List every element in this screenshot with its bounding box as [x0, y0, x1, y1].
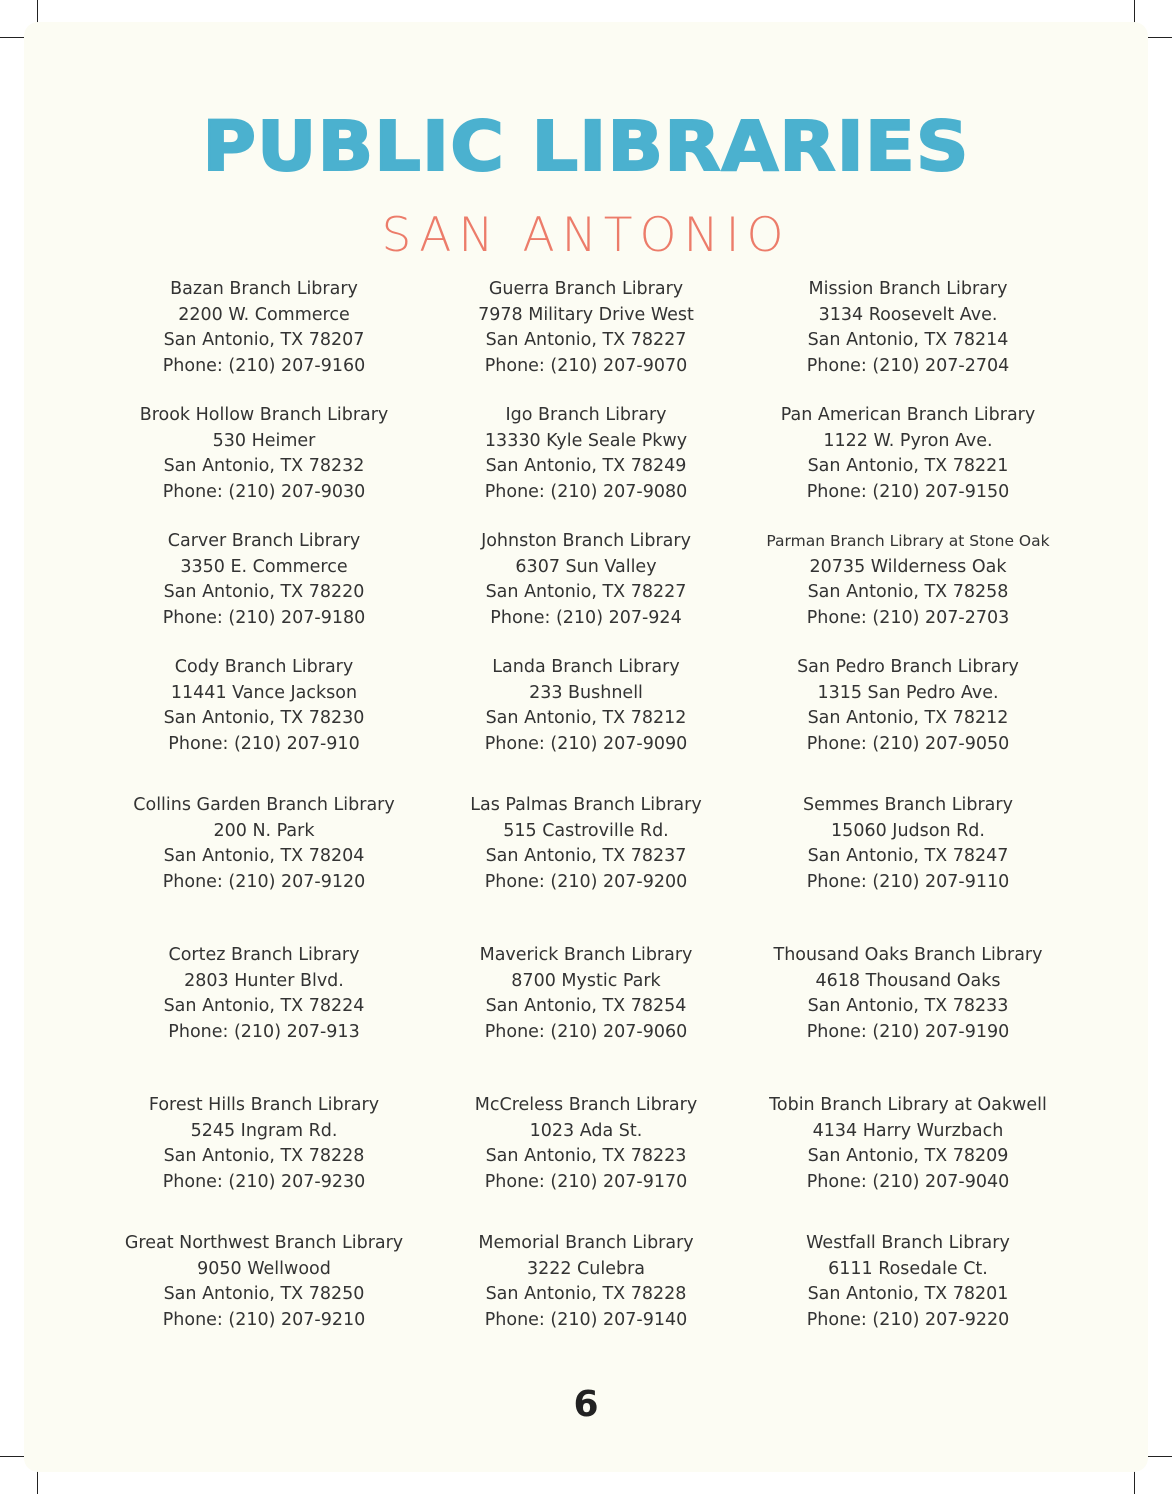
library-address: 5245 Ingram Rd.: [190, 1120, 338, 1141]
library-phone: Phone: (210) 207-924: [490, 608, 682, 629]
library-entry: [421, 793, 751, 896]
library-phone: Phone: (210) 207-9170: [484, 1172, 688, 1193]
library-entry: [421, 403, 751, 506]
library-city: San Antonio, TX 78209: [807, 1146, 1009, 1167]
library-city: San Antonio, TX 78212: [807, 708, 1009, 729]
library-address: 233 Bushnell: [529, 682, 643, 703]
library-phone: Phone: (210) 207-9110: [806, 872, 1010, 893]
library-phone: Phone: (210) 207-9230: [162, 1172, 366, 1193]
library-entry: [99, 277, 429, 380]
library-phone: Phone: (210) 207-9070: [484, 356, 688, 377]
library-entry: [99, 1093, 429, 1196]
library-entry: [421, 1231, 751, 1334]
library-entry: [743, 793, 1073, 896]
library-city: San Antonio, TX 78201: [807, 1284, 1009, 1305]
library-name: Great Northwest Branch Library: [124, 1233, 404, 1253]
library-name: Igo Branch Library: [505, 405, 667, 425]
library-name: Forest Hills Branch Library: [148, 1095, 380, 1115]
library-address: 15060 Judson Rd.: [831, 820, 985, 841]
library-entry: [421, 1093, 751, 1196]
library-city: San Antonio, TX 78247: [807, 846, 1009, 867]
page-title: PUBLIC LIBRARIES: [202, 107, 970, 187]
library-phone: Phone: (210) 207-9040: [806, 1172, 1010, 1193]
library-phone: Phone: (210) 207-2703: [806, 608, 1010, 629]
crop-mark: [0, 37, 26, 38]
library-name: San Pedro Branch Library: [797, 657, 1019, 677]
library-address: 7978 Military Drive West: [478, 304, 694, 325]
library-name: Mission Branch Library: [808, 279, 1008, 299]
library-address: 3222 Culebra: [526, 1258, 646, 1279]
library-phone: Phone: (210) 207-9220: [806, 1310, 1010, 1331]
library-city: San Antonio, TX 78237: [485, 846, 687, 867]
library-address: 1122 W. Pyron Ave.: [823, 430, 993, 451]
library-phone: Phone: (210) 207-9160: [162, 356, 366, 377]
library-phone: Phone: (210) 207-9030: [162, 482, 366, 503]
library-phone: Phone: (210) 207-9120: [162, 872, 366, 893]
library-entry: [421, 529, 751, 632]
library-city: San Antonio, TX 78232: [163, 456, 365, 477]
library-name: Collins Garden Branch Library: [133, 795, 395, 815]
library-phone: Phone: (210) 207-9090: [484, 734, 688, 755]
library-address: 1023 Ada St.: [529, 1120, 643, 1141]
library-city: San Antonio, TX 78254: [485, 996, 687, 1017]
library-address: 6307 Sun Valley: [515, 556, 657, 577]
library-entry: [743, 529, 1073, 632]
library-entry: [743, 1231, 1073, 1334]
library-city: San Antonio, TX 78224: [163, 996, 365, 1017]
library-phone: Phone: (210) 207-9200: [484, 872, 688, 893]
library-city: San Antonio, TX 78212: [485, 708, 687, 729]
library-name: Memorial Branch Library: [478, 1233, 694, 1253]
library-phone: Phone: (210) 207-910: [168, 734, 360, 755]
library-name: Bazan Branch Library: [170, 279, 358, 299]
crop-mark: [0, 1456, 26, 1457]
library-city: San Antonio, TX 78249: [485, 456, 687, 477]
library-phone: Phone: (210) 207-9060: [484, 1022, 688, 1043]
library-entry: [743, 943, 1073, 1046]
library-address: 8700 Mystic Park: [511, 970, 661, 991]
library-city: San Antonio, TX 78230: [163, 708, 365, 729]
library-address: 13330 Kyle Seale Pkwy: [484, 430, 688, 451]
library-name: Johnston Branch Library: [481, 531, 691, 551]
library-name: Thousand Oaks Branch Library: [773, 945, 1043, 965]
library-address: 200 N. Park: [213, 820, 315, 841]
library-entry: [743, 403, 1073, 506]
library-city: San Antonio, TX 78220: [163, 582, 365, 603]
library-entry: [421, 277, 751, 380]
library-phone: Phone: (210) 207-913: [168, 1022, 360, 1043]
library-city: San Antonio, TX 78207: [163, 330, 365, 351]
library-name: Parman Branch Library at Stone Oak: [766, 532, 1050, 550]
library-city: San Antonio, TX 78250: [163, 1284, 365, 1305]
library-phone: Phone: (210) 207-2704: [806, 356, 1010, 377]
library-name: Carver Branch Library: [167, 531, 361, 551]
library-address: 20735 Wilderness Oak: [809, 556, 1007, 577]
library-name: Guerra Branch Library: [488, 279, 684, 299]
crop-mark: [1146, 1456, 1172, 1457]
library-city: San Antonio, TX 78227: [485, 330, 687, 351]
library-address: 6111 Rosedale Ct.: [828, 1258, 988, 1279]
library-entry: [99, 793, 429, 896]
library-city: San Antonio, TX 78204: [163, 846, 365, 867]
library-entry: [743, 277, 1073, 380]
library-name: Semmes Branch Library: [803, 795, 1013, 815]
library-city: San Antonio, TX 78233: [807, 996, 1009, 1017]
library-name: Tobin Branch Library at Oakwell: [769, 1095, 1047, 1115]
library-address: 3350 E. Commerce: [180, 556, 348, 577]
library-name: Pan American Branch Library: [780, 405, 1036, 425]
library-phone: Phone: (210) 207-9080: [484, 482, 688, 503]
library-entry: [421, 655, 751, 758]
library-entry: [99, 655, 429, 758]
library-entry: [421, 943, 751, 1046]
library-name: Cortez Branch Library: [168, 945, 360, 965]
library-address: 4618 Thousand Oaks: [815, 970, 1001, 991]
library-address: 11441 Vance Jackson: [170, 682, 358, 703]
library-entry: [99, 529, 429, 632]
library-address: 9050 Wellwood: [197, 1258, 331, 1279]
library-city: San Antonio, TX 78228: [485, 1284, 687, 1305]
library-address: 4134 Harry Wurzbach: [812, 1120, 1004, 1141]
library-phone: Phone: (210) 207-9210: [162, 1310, 366, 1331]
library-name: Las Palmas Branch Library: [470, 795, 702, 815]
library-name: Maverick Branch Library: [479, 945, 693, 965]
page-number: 6: [573, 1384, 599, 1425]
library-entry: [99, 403, 429, 506]
library-name: Brook Hollow Branch Library: [139, 405, 389, 425]
library-city: San Antonio, TX 78221: [807, 456, 1009, 477]
library-city: San Antonio, TX 78258: [807, 582, 1009, 603]
library-address: 530 Heimer: [212, 430, 316, 451]
library-city: San Antonio, TX 78223: [485, 1146, 687, 1167]
crop-mark: [1146, 37, 1172, 38]
library-address: 2803 Hunter Blvd.: [184, 970, 344, 991]
library-name: Landa Branch Library: [492, 657, 680, 677]
library-address: 1315 San Pedro Ave.: [817, 682, 999, 703]
page-subtitle: SAN ANTONIO: [381, 208, 791, 263]
library-entry: [99, 1231, 429, 1334]
library-name: Cody Branch Library: [174, 657, 354, 677]
library-address: 3134 Roosevelt Ave.: [818, 304, 998, 325]
library-phone: Phone: (210) 207-9150: [806, 482, 1010, 503]
library-name: Westfall Branch Library: [806, 1233, 1010, 1253]
library-name: McCreless Branch Library: [474, 1095, 698, 1115]
library-city: San Antonio, TX 78227: [485, 582, 687, 603]
library-phone: Phone: (210) 207-9180: [162, 608, 366, 629]
library-city: San Antonio, TX 78228: [163, 1146, 365, 1167]
library-city: San Antonio, TX 78214: [807, 330, 1009, 351]
library-phone: Phone: (210) 207-9190: [806, 1022, 1010, 1043]
library-entry: [99, 943, 429, 1046]
library-address: 515 Castroville Rd.: [503, 820, 669, 841]
library-entry: [743, 655, 1073, 758]
library-entry: [743, 1093, 1073, 1196]
library-address: 2200 W. Commerce: [178, 304, 350, 325]
library-phone: Phone: (210) 207-9050: [806, 734, 1010, 755]
library-phone: Phone: (210) 207-9140: [484, 1310, 688, 1331]
